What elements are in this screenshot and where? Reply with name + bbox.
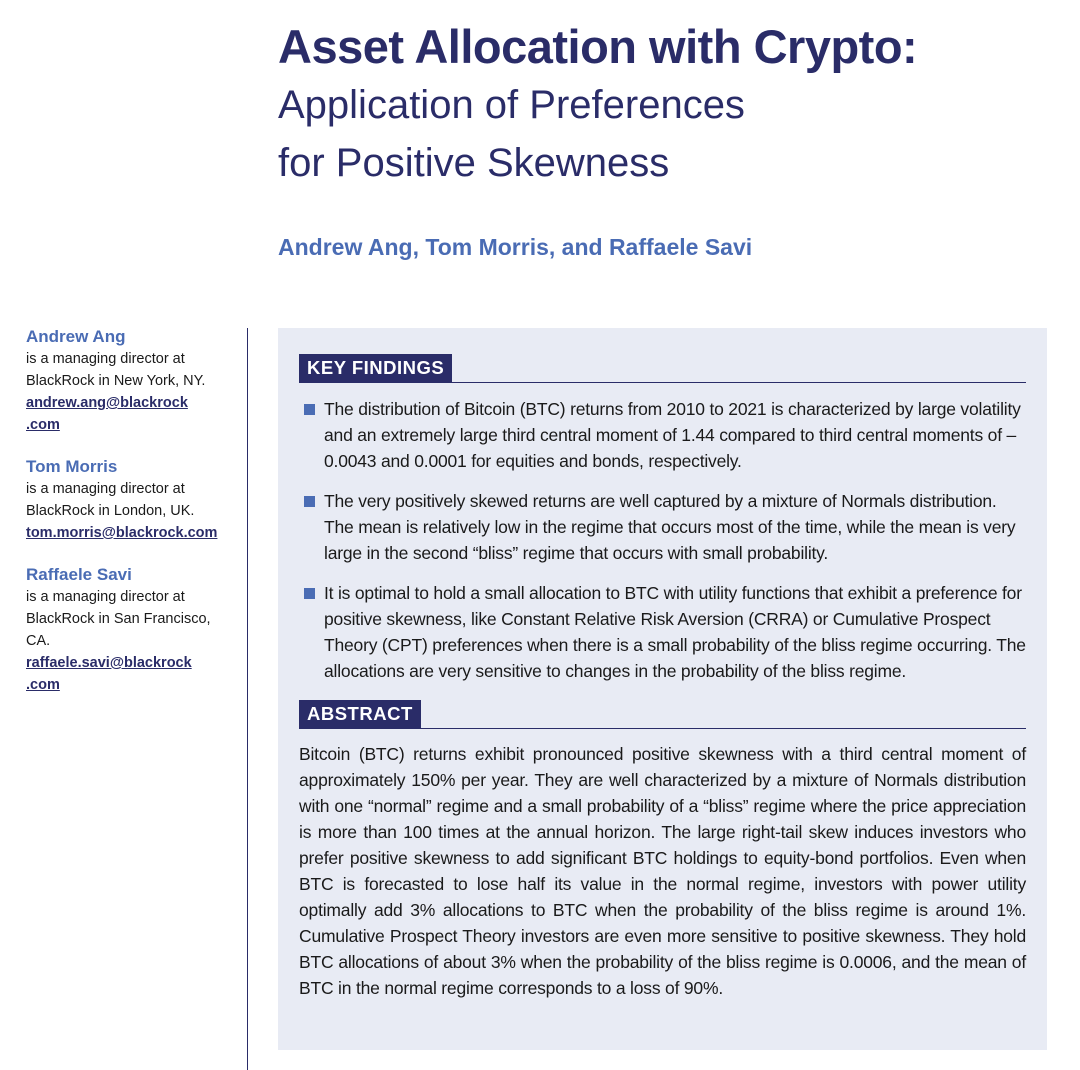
key-findings-list [304,396,1026,698]
author-email-link[interactable]: andrew.ang@blackrock [26,395,188,411]
author-bio-line: is a managing director at [26,481,185,497]
article-subtitle-line-2: for Positive Skewness [278,141,670,185]
abstract-heading [299,700,1026,729]
author-email-link[interactable]: tom.morris@blackrock.com [26,525,218,541]
key-finding-item [304,488,1026,566]
author-bio [26,456,241,544]
author-bio-line: CA. [26,633,51,649]
author-bios-sidebar [26,326,241,716]
abstract-text: Bitcoin (BTC) returns exhibit pronounced positive skewness with a third central moment of approximately 150% per year. They are well characterized by a mixture of Normals distribution with one “normal” regime and a small probability of a “bliss” regime where the price appreciation is more than 100 times at the annual horizon. The large right-tail skew induces investors who prefer positive skewness to add significant BTC holdings to equity-bond portfolios. Even when BTC is forecasted to lose half its value in the normal regime, investors with power utility optimally add 3% allocations to BTC when the probability of the bliss regime is around 1%. Cumulative Prospect Theory investors are even more sensitive to positive skewness. They hold BTC allocations of about 3% when the probability of the bliss regime is 0.0006, and the mean of BTC in the normal regime corresponds to a loss of 90%. [299,744,1026,998]
abstract-label: ABSTRACT [299,700,421,728]
square-bullet-icon [304,588,315,599]
key-finding-text: The distribution of Bitcoin (BTC) returns from 2010 to 2021 is characterized by large volatility and an extremely large third central moment of 1.44 compared to third central moments of –0.0043 and 0.0001 for equities and bonds, respectively. [324,399,1021,471]
article-title: Asset Allocation with Crypto: [278,20,918,73]
author-bio [26,564,241,696]
author-email-link[interactable]: .com [26,677,60,693]
title-block [278,18,1068,192]
author-bio-name: Andrew Ang [26,327,126,346]
sidebar-divider [247,328,248,1070]
author-bio-line: BlackRock in New York, NY. [26,373,206,389]
author-bio-line: BlackRock in London, UK. [26,503,195,519]
author-bio [26,326,241,436]
author-email-link[interactable]: .com [26,417,60,433]
key-findings-heading [299,354,1026,383]
key-finding-item [304,396,1026,474]
author-email-link[interactable]: raffaele.savi@blackrock [26,655,192,671]
author-bio-line: BlackRock in San Francisco, [26,611,211,627]
square-bullet-icon [304,404,315,415]
key-findings-label: KEY FINDINGS [299,354,452,382]
square-bullet-icon [304,496,315,507]
key-finding-text: It is optimal to hold a small allocation to BTC with utility functions that exhibit a preference for positive skewness, like Constant Relative Risk Aversion (CRRA) or Cumulative Prospect Theory (CPT) preferences when there is a small probability of the bliss regime occurring. The allocations are very sensitive to changes in the probability of the bliss regime. [324,583,1026,681]
summary-panel [278,328,1047,1050]
author-bio-line: is a managing director at [26,351,185,367]
author-byline: Andrew Ang, Tom Morris, and Raffaele Savi [278,234,753,260]
author-bio-name: Tom Morris [26,457,118,476]
key-finding-item [304,580,1026,684]
article-subtitle-line-1: Application of Preferences [278,83,745,127]
key-finding-text: The very positively skewed returns are well captured by a mixture of Normals distribution. The mean is relatively low in the regime that occurs most of the time, while the mean is very large in the second “bliss” regime that occurs with small probability. [324,491,1016,563]
author-bio-name: Raffaele Savi [26,565,132,584]
author-bio-line: is a managing director at [26,589,185,605]
